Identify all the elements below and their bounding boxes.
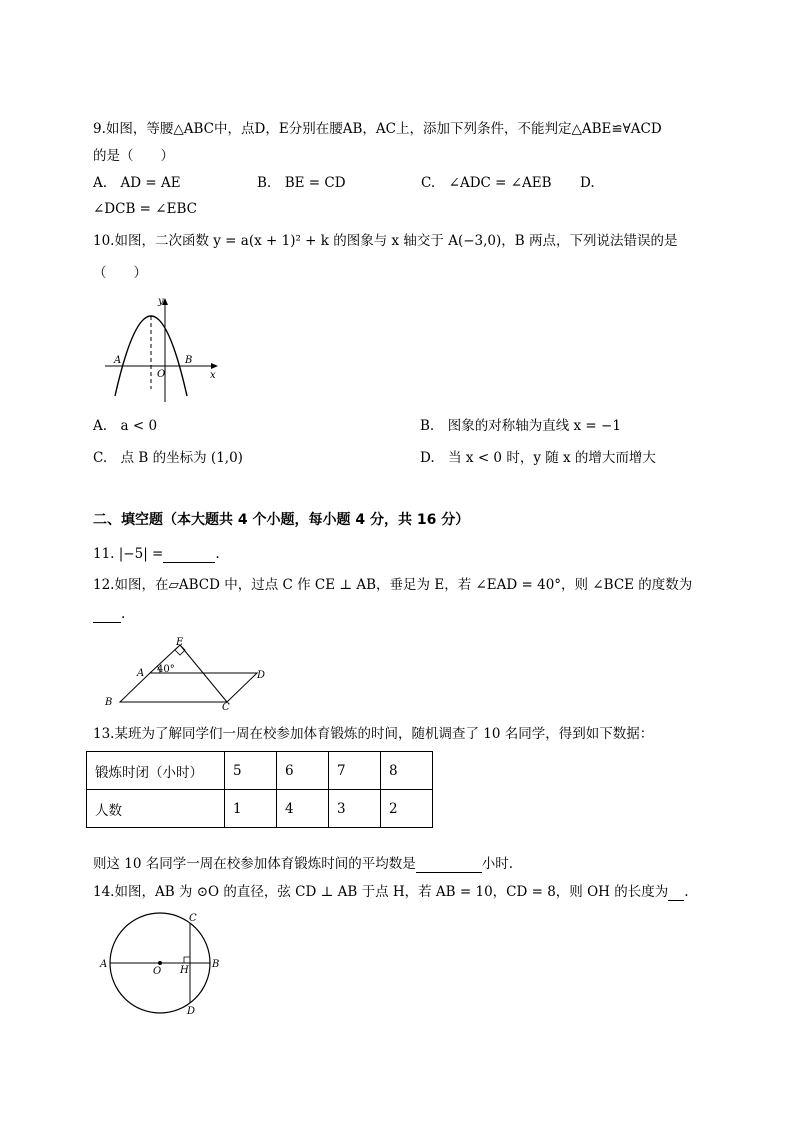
q10-option-b: B. 图象的对称轴为直线 x = −1: [420, 418, 621, 434]
q13-answer-line: [93, 855, 513, 873]
label-C: C: [222, 702, 230, 710]
q12-parallelogram-figure: [100, 635, 275, 710]
q14-stem: [93, 883, 689, 901]
q13-answer-blank[interactable]: [416, 858, 482, 873]
section-title: 二、填空题（本大题共 4 个小题，每小题 4 分，共 16 分）: [93, 512, 470, 528]
q13-answer-suffix: 小时.: [481, 856, 514, 872]
q10-parabola-figure: [100, 294, 225, 404]
q11-suffix: .: [215, 546, 220, 562]
q12-stem-line1: 12.如图，在▱ABCD 中，过点 C 作 CE ⊥ AB，垂足为 E，若 ∠EAD = 40°，则 ∠BCE 的度数为: [93, 577, 693, 593]
label-B: B: [212, 959, 220, 970]
center-dot: [158, 961, 162, 965]
table-cell: 1: [225, 790, 277, 828]
label-B: B: [105, 697, 113, 708]
table-cell: 6: [277, 752, 329, 790]
q9-option-b: B. BE = CD: [257, 175, 346, 191]
q14-circle-figure: [96, 910, 226, 1018]
label-A: A: [114, 355, 122, 366]
q12-stem-line2: [93, 605, 125, 623]
q9-option-a: A. AD = AE: [93, 175, 181, 191]
q10-option-a: A. a < 0: [93, 418, 158, 434]
table-cell: 5: [225, 752, 277, 790]
q12-answer-blank[interactable]: [93, 608, 121, 623]
right-angle-mark-icon: [184, 957, 190, 963]
q10-option-c: C. 点 B 的坐标为 (1,0): [93, 450, 243, 466]
table-cell: 2: [381, 790, 433, 828]
q11-prefix: 11. |−5| =: [93, 546, 164, 562]
q9-stem-line2: 的是（ ）: [93, 148, 174, 164]
label-O: O: [153, 966, 162, 977]
x-axis-arrow-icon: [211, 363, 218, 369]
label-C: C: [189, 913, 197, 924]
q9-option-d: D.: [580, 175, 595, 191]
q13-data-table: [86, 751, 433, 828]
q10-stem-line2: （ ）: [93, 265, 147, 281]
table-cell: 7: [329, 752, 381, 790]
table-cell: 锻炼时闭（小时）: [87, 752, 225, 790]
table-cell: 8: [381, 752, 433, 790]
label-O: O: [157, 369, 166, 380]
q9-option-d-cont: ∠DCB = ∠EBC: [93, 201, 197, 217]
parabola-curve: [115, 316, 187, 396]
label-D: D: [187, 1006, 196, 1017]
table-cell: 3: [329, 790, 381, 828]
table-row: [87, 752, 433, 790]
q13-answer-prefix: 则这 10 名同学一周在校参加体育锻炼时间的平均数是: [93, 856, 416, 872]
q11-answer-blank[interactable]: [163, 548, 215, 563]
q14-answer-blank[interactable]: [668, 886, 684, 901]
table-cell: 人数: [87, 790, 225, 828]
q14-stem-suffix: .: [684, 884, 689, 900]
label-y: y: [158, 296, 164, 307]
table-row: [87, 790, 433, 828]
label-H: H: [180, 965, 189, 976]
label-A: A: [100, 959, 108, 970]
q9-stem-line1: 9.如图，等腰△ABC中，点D，E分别在腰AB，AC上，添加下列条件，不能判定△ABE≌∀ACD: [93, 121, 662, 137]
table-cell: 4: [277, 790, 329, 828]
q13-stem: 13.某班为了解同学们一周在校参加体育锻炼的时间，随机调查了 10 名同学，得到如下数据：: [93, 726, 654, 742]
q10-option-d: D. 当 x < 0 时，y 随 x 的增大而增大: [420, 450, 656, 466]
q14-stem-prefix: 14.如图，AB 为 ⊙O 的直径，弦 CD ⊥ AB 于点 H，若 AB = 10，CD = 8，则 OH 的长度为: [93, 884, 669, 900]
q12-suffix: .: [121, 606, 126, 622]
q10-stem-line1: 10.如图，二次函数 y = a(x + 1)² + k 的图象与 x 轴交于 A(−3,0)，B 两点，下列说法错误的是: [93, 233, 678, 249]
label-E: E: [176, 637, 184, 648]
label-A: A: [137, 668, 145, 679]
label-x: x: [210, 370, 216, 381]
q11: [93, 545, 220, 563]
label-D: D: [257, 670, 266, 681]
label-angle: 40°: [157, 664, 175, 675]
label-B: B: [185, 355, 193, 366]
q9-option-c: C. ∠ADC = ∠AEB: [421, 175, 552, 191]
